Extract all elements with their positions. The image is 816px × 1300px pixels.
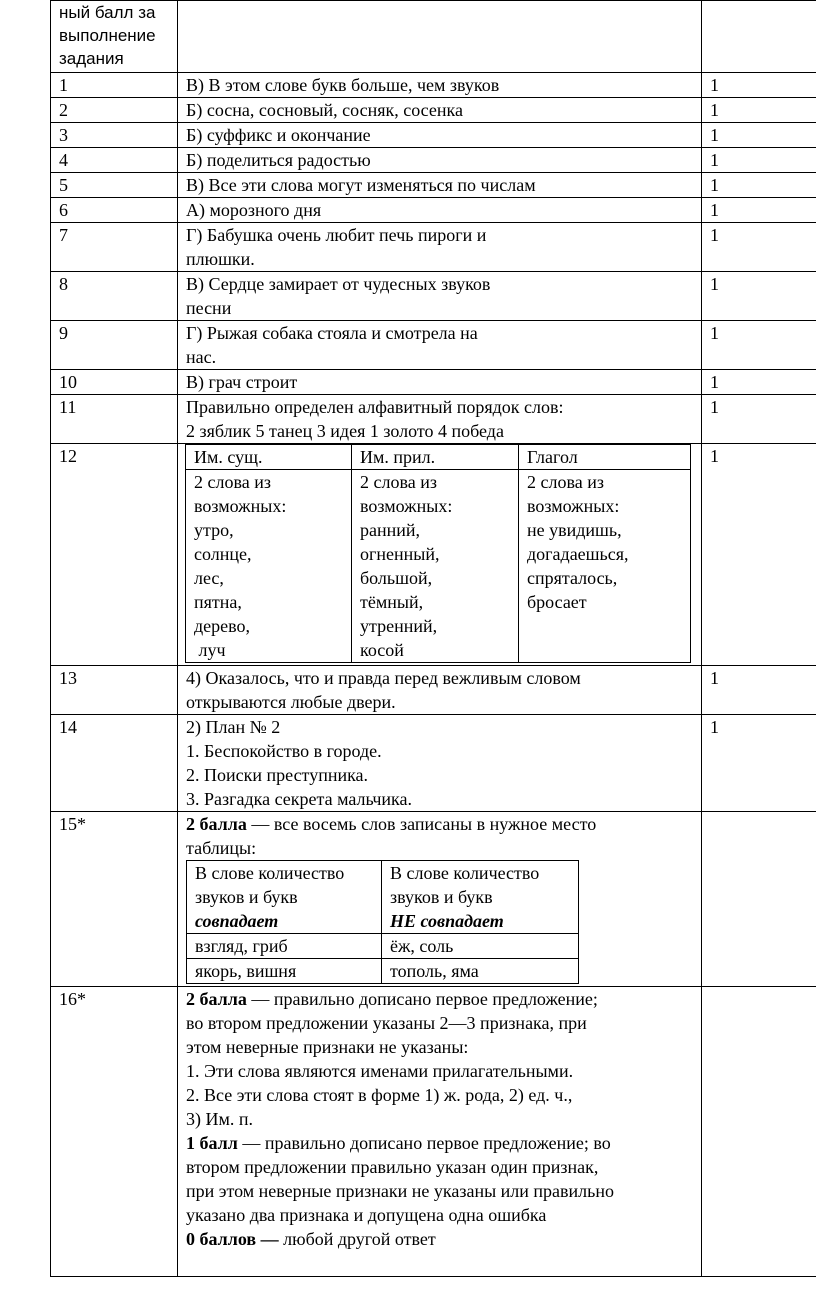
table-row — [51, 715, 816, 812]
sounds-cell: тополь, яма — [382, 959, 579, 984]
table-row — [51, 666, 816, 715]
task-number: 14 — [51, 715, 178, 812]
points-label: 1 балл — [186, 1133, 238, 1153]
task-number: 1 — [51, 73, 178, 98]
task-number: 16* — [51, 987, 178, 1277]
table-row — [51, 370, 816, 395]
pos-word: огненный, — [360, 544, 440, 564]
task-number: 5 — [51, 173, 178, 198]
answer-text: — правильно дописано первое предложение; во — [237, 1133, 611, 1153]
header-line: звуков и букв — [390, 887, 493, 907]
pos-word: возможных: — [360, 496, 453, 516]
sounds-cell: ёж, соль — [382, 934, 579, 959]
task-score: 1 — [702, 148, 816, 173]
task-answer — [178, 715, 702, 812]
task-answer — [178, 321, 702, 370]
header-emphasis: НЕ совпадает — [390, 911, 504, 931]
task-answer: Б) сосна, сосновый, сосняк, сосенка — [178, 98, 702, 123]
header-emphasis: совпадает — [195, 911, 279, 931]
pos-word: не увидишь, — [527, 520, 622, 540]
table-row — [51, 173, 816, 198]
header-line: В слове количество — [195, 863, 345, 883]
task-number: 7 — [51, 223, 178, 272]
answer-key-table — [50, 0, 816, 1277]
answer-line: В) Сердце замирает от чудесных звуков — [186, 274, 491, 294]
task-answer: В) В этом слове букв больше, чем звуков — [178, 73, 702, 98]
task-answer — [178, 666, 702, 715]
sounds-header-row — [187, 861, 579, 934]
answer-line: 1. Эти слова являются именами прилагательными. — [186, 1061, 574, 1081]
answer-line — [186, 1227, 701, 1251]
pos-word: 2 слова из — [360, 472, 437, 492]
pos-word: луч — [194, 640, 226, 660]
task-answer: Б) поделиться радостью — [178, 148, 702, 173]
answer-line: 1. Беспокойство в городе. — [186, 741, 382, 761]
task-score: 1 — [702, 444, 816, 666]
task-answer — [178, 223, 702, 272]
header-empty-cell — [702, 1, 816, 73]
header-line: звуков и букв — [195, 887, 298, 907]
sounds-cell: взгляд, гриб — [187, 934, 382, 959]
task-score: 1 — [702, 198, 816, 223]
pos-word: большой, — [360, 568, 433, 588]
answer-text: — правильно дописано первое предложение; — [246, 989, 598, 1009]
pos-word: дерево, — [194, 616, 251, 636]
pos-header-noun: Им. сущ. — [186, 445, 352, 470]
task-score: 1 — [702, 370, 816, 395]
answer-line: во втором предложении указаны 2—3 признака, при — [186, 1013, 587, 1033]
task-number: 15* — [51, 812, 178, 987]
table-row — [51, 812, 816, 987]
table-row — [51, 148, 816, 173]
answer-line: 2. Все эти слова стоят в форме 1) ж. рода, 2) ед. ч., — [186, 1085, 573, 1105]
header-row — [51, 1, 816, 73]
answer-line: 4) Оказалось, что и правда перед вежливым словом — [186, 668, 581, 688]
pos-header-adjective: Им. прил. — [352, 445, 519, 470]
answer-line: при этом неверные признаки не указаны или правильно — [186, 1181, 615, 1201]
pos-word: тёмный, — [360, 592, 424, 612]
pos-word: солнце, — [194, 544, 252, 564]
task-number: 2 — [51, 98, 178, 123]
answer-line: 3. Разгадка секрета мальчика. — [186, 789, 412, 809]
answer-line: плюшки. — [186, 249, 255, 269]
task-number: 11 — [51, 395, 178, 444]
parts-of-speech-table — [185, 444, 691, 663]
answer-line: таблицы: — [186, 838, 257, 858]
answer-line: 3) Им. п. — [186, 1109, 254, 1129]
sounds-row — [187, 959, 579, 984]
pos-nouns-cell — [186, 470, 352, 663]
task-answer — [178, 395, 702, 444]
pos-word: пятна, — [194, 592, 242, 612]
answer-line: открываются любые двери. — [186, 692, 396, 712]
task-score: 1 — [702, 272, 816, 321]
pos-word: утренний, — [360, 616, 438, 636]
header-line: задания — [59, 49, 124, 68]
task-number: 8 — [51, 272, 178, 321]
task-score: 1 — [702, 321, 816, 370]
answer-line — [186, 987, 701, 1011]
table-row — [51, 987, 816, 1277]
sounds-row — [187, 934, 579, 959]
task-score: 1 — [702, 223, 816, 272]
pos-word: косой — [360, 640, 404, 660]
sounds-header-match — [187, 861, 382, 934]
task-answer — [178, 444, 702, 666]
task-answer — [178, 987, 702, 1277]
answer-text: любой другой ответ — [278, 1229, 436, 1249]
header-line: выполнение — [59, 26, 156, 45]
task-answer: В) грач строит — [178, 370, 702, 395]
answer-line: указано два признака и допущена одна ошибка — [186, 1205, 547, 1225]
pos-adjectives-cell — [352, 470, 519, 663]
pos-word: спряталось, — [527, 568, 618, 588]
task-answer: Б) суффикс и окончание — [178, 123, 702, 148]
answer-line: Г) Бабушка очень любит печь пироги и — [186, 225, 487, 245]
task-score: 1 — [702, 123, 816, 148]
table-row — [51, 321, 816, 370]
task-number: 13 — [51, 666, 178, 715]
task-answer — [178, 272, 702, 321]
pos-word: возможных: — [527, 496, 620, 516]
pos-word: бросает — [527, 592, 587, 612]
task-number: 4 — [51, 148, 178, 173]
answer-line: песни — [186, 298, 232, 318]
points-label: 2 балла — [186, 814, 247, 834]
table-row — [51, 444, 816, 666]
pos-word: возможных: — [194, 496, 287, 516]
task-number: 9 — [51, 321, 178, 370]
task-score: 1 — [702, 98, 816, 123]
answer-line — [186, 1131, 701, 1155]
task-score: 1 — [702, 173, 816, 198]
table-row — [51, 73, 816, 98]
table-row — [51, 223, 816, 272]
header-cell — [51, 1, 178, 73]
sounds-letters-table — [186, 860, 579, 984]
answer-line: Правильно определен алфавитный порядок слов: — [186, 397, 564, 417]
pos-word: догадаешься, — [527, 544, 629, 564]
header-line: ный балл за — [59, 3, 156, 22]
pos-header-verb: Глагол — [519, 445, 691, 470]
pos-word: утро, — [194, 520, 234, 540]
task-number: 6 — [51, 198, 178, 223]
answer-line: нас. — [186, 347, 217, 367]
task-score — [702, 812, 816, 987]
answer-line: этом неверные признаки не указаны: — [186, 1037, 469, 1057]
table-row — [51, 272, 816, 321]
answer-text: — все восемь слов записаны в нужное место — [246, 814, 597, 834]
task-answer — [178, 812, 702, 987]
points-label: 0 баллов — — [186, 1229, 279, 1249]
pos-word: 2 слова из — [194, 472, 271, 492]
sounds-header-mismatch — [382, 861, 579, 934]
table-row — [51, 98, 816, 123]
points-label: 2 балла — [186, 989, 247, 1009]
task-answer: В) Все эти слова могут изменяться по числам — [178, 173, 702, 198]
task-score: 1 — [702, 715, 816, 812]
task-score — [702, 987, 816, 1277]
pos-word: ранний, — [360, 520, 421, 540]
answer-line: Г) Рыжая собака стояла и смотрела на — [186, 323, 478, 343]
sounds-cell: якорь, вишня — [187, 959, 382, 984]
pos-header-row — [186, 445, 691, 470]
pos-word: 2 слова из — [527, 472, 604, 492]
task-score: 1 — [702, 395, 816, 444]
pos-values-row — [186, 470, 691, 663]
task-score: 1 — [702, 666, 816, 715]
table-row — [51, 395, 816, 444]
answer-line: 2. Поиски преступника. — [186, 765, 369, 785]
task-number: 12 — [51, 444, 178, 666]
pos-verbs-cell — [519, 470, 691, 663]
header-empty-cell — [178, 1, 702, 73]
answer-line: 2) План № 2 — [186, 717, 281, 737]
table-row — [51, 198, 816, 223]
answer-line — [186, 812, 701, 836]
header-line: В слове количество — [390, 863, 540, 883]
task-number: 3 — [51, 123, 178, 148]
task-answer: А) морозного дня — [178, 198, 702, 223]
pos-word: лес, — [194, 568, 224, 588]
answer-line: 2 зяблик 5 танец 3 идея 1 золото 4 победа — [186, 421, 504, 441]
task-number: 10 — [51, 370, 178, 395]
table-row — [51, 123, 816, 148]
task-score: 1 — [702, 73, 816, 98]
answer-line: втором предложении правильно указан один признак, — [186, 1157, 599, 1177]
